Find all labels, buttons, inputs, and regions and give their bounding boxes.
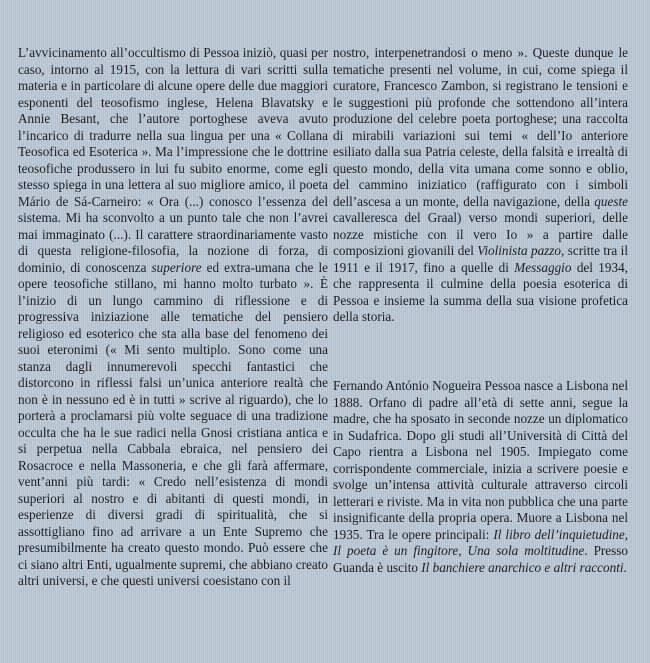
- occultism-paragraph: L’avvicinamento all’occultismo di Pessoa iniziò, quasi per caso, intorno al 1915, con la lettura di vari scritti sulla materia e in particolare di alcune opere delle due maggiori esponenti del teosofismo inglese, Helena Blavatsky e Annie Besant, che l’autore portoghese aveva avuto l’incarico di tradurre nella sua lingua per una « Collana Teosofica ed Esoterica ». Ma l’impressione che le dottrine teosofiche produssero in lui fu subito enorme, come egli stesso spiega in una lettera al suo migliore amico, il poeta Mário de Sá-Carneiro: « Ora (...) conosco l’essenza del sistema. Mi ha sconvolto a un punto tale che non l’avrei mai immaginato (...). Il carattere straordinariamente vasto di questa religione-filosofia, la nozione di forza, di dominio, di conoscenza superiore ed extra-umana che le opere teosofiche stillano, mi hanno molto turbato ». È l’inizio di un lungo cammino di riflessione e di progressiva iniziazione alle tematiche del pensiero religioso ed esoterico che sta alla base del fenomeno dei suoi eteronimi (« Mi sento multiplo. Sono come una stanza dagli innumerevoli specchi fantastici che distorcono in riflessi falsi un’unica anteriore realtà che non è in nessuno ed è in tutti » scrive al riguardo), che lo porterà a proclamarsi più volte seguace di una tradizione occulta che ha le sue radici nella Gnosi cristiana antica e si perpetua nella Cabbala ebraica, nel pensiero dei Rosacroce e nella Massoneria, e che gli farà affermare, vent’anni più tardi: « Credo nell’esistenza di mondi superiori al nostro e di abitanti di questi mondi, in esperienze di diversi gradi di spiritualità, che si assottigliano fino ad arrivare a un Ente Supremo che presumibilmente ha creato questo mondo. Può essere che ci siano altri Enti, ugualmente supremi, che abbiano creato altri universi, e che questi universi coesistano con il: [18, 45, 328, 588]
- bio-paragraph: Fernando António Nogueira Pessoa nasce a Lisbona nel 1888. Orfano di padre all’età di sette anni, segue la madre, che ha sposato in seconde nozze un diplomatico in Sudafrica. Dopo gli studi all’Università di Città del Capo rientra a Lisbona nel 1905. Impiegato come corrispondente commerciale, inizia a scrivere poesie e svolge un’intensa attività culturale attraverso circoli letterari e riviste. Ma in vita non pubblica che una parte insignificante della propria opera. Muore a Lisbona nel 1935. Tra le opere principali: Il libro dell’inquietudine, Il poeta è un fingitore, Una sola moltitudine. Presso Guanda è uscito Il banchiere anarchico e altri racconti.: [333, 378, 628, 575]
- left-text-column: [18, 45, 328, 590]
- themes-paragraph: nostro, interpenetrandosi o meno ». Queste dunque le tematiche presenti nel volume, in cui, come spiega il curatore, Francesco Zambon, si registrano le tensioni e le suggestioni più profonde che sottendono all’intera produzione del celebre poeta portoghese; una raccolta di mirabili variazioni sui temi « dell’Io anteriore esiliato dalla sua Patria celeste, della falsità e irrealtà di questo mondo, della vita umana come sonno e oblio, del cammino iniziatico (raffigurato con i simboli dell’ascesa a un monte, della navigazione, della queste cavalleresca del Graal) verso mondi superiori, delle nozze mistiche con il vero Io » a partire dalle composizioni giovanili del Violinista pazzo, scritte tra il 1911 e il 1917, fino a quelle di Messaggio del 1934, che rappresenta il culmine della poesia esoterica di Pessoa e insieme la summa della sua visione profetica della storia.: [333, 45, 628, 324]
- right-text-column: [333, 45, 628, 326]
- author-bio: [333, 378, 628, 576]
